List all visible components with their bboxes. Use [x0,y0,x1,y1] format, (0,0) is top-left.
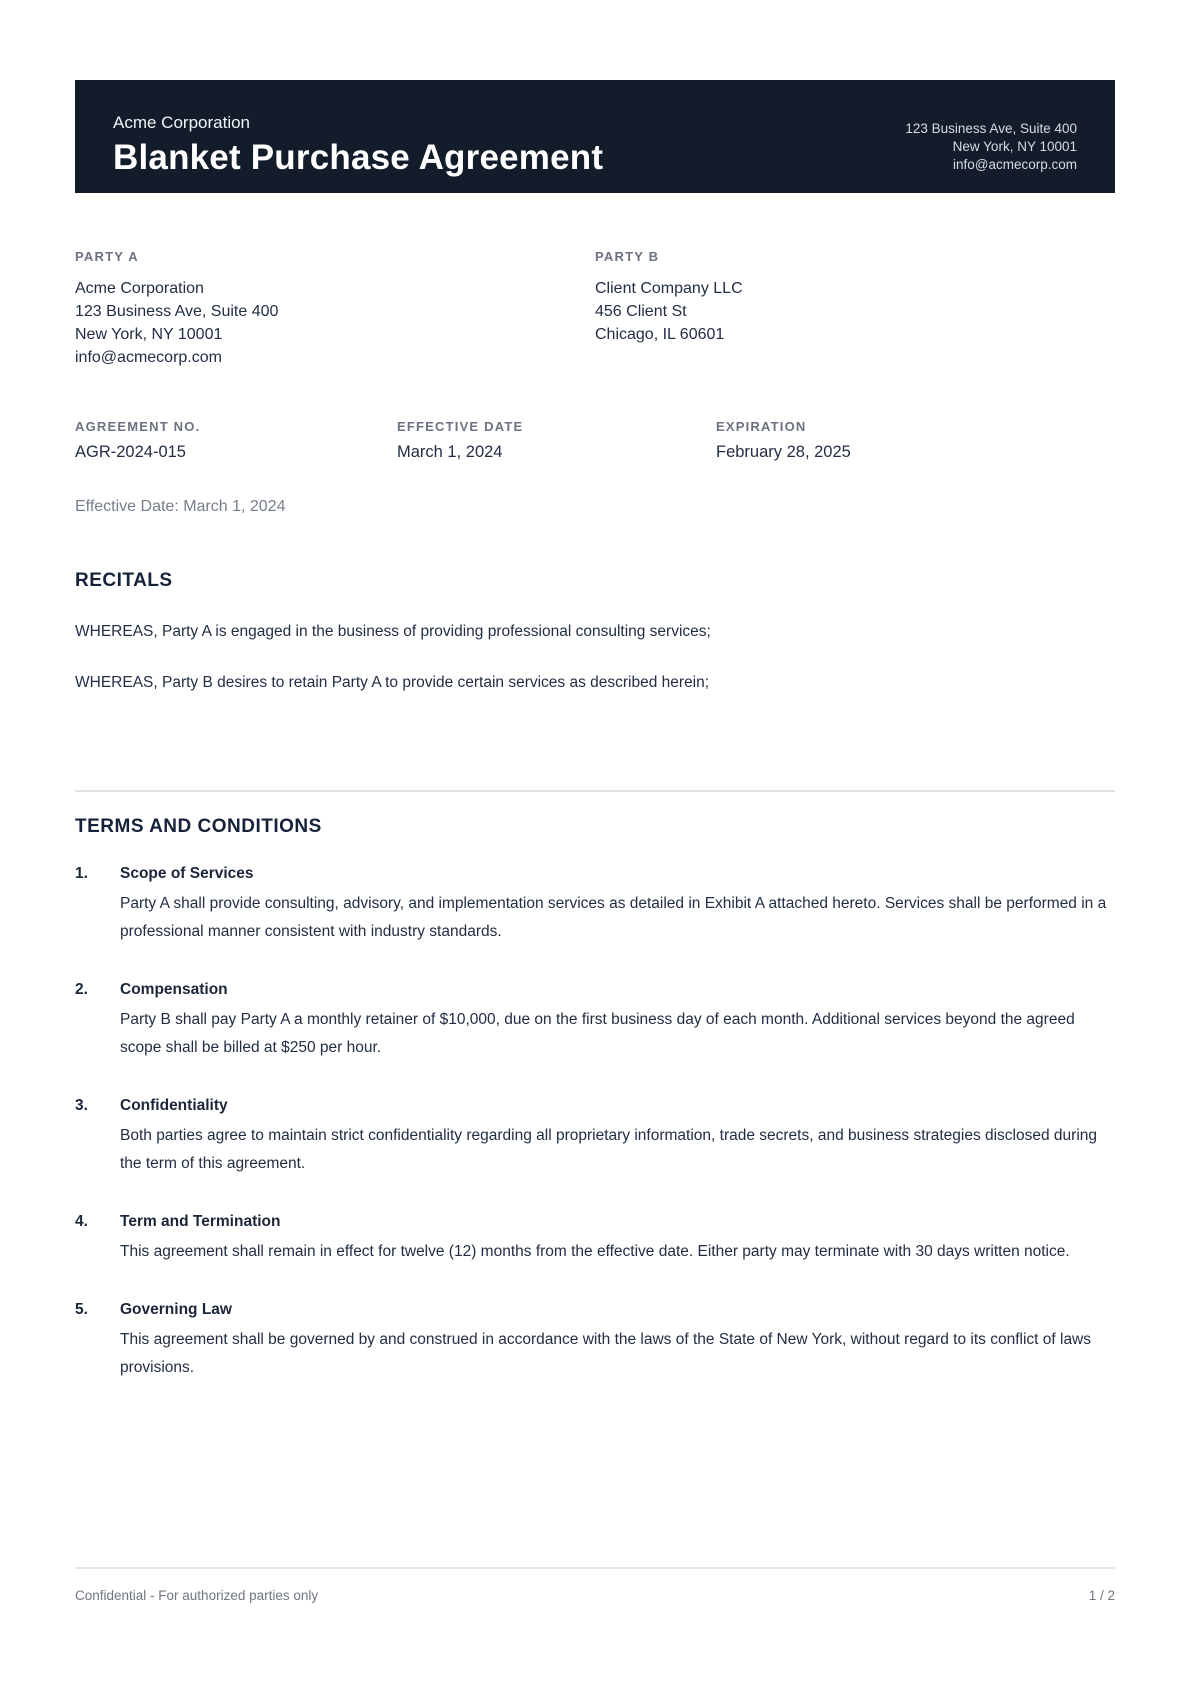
term-body: Party A shall provide consulting, advisory, and implementation services as detailed in Exhibit A attached hereto. Services shall be performed in a professional manner consistent with industry standards. [120,895,1107,940]
term-number: 1. [75,865,88,882]
term-body: Party B shall pay Party A a monthly retainer of $10,000, due on the first business day of each month. Additional services beyond the agreed scope shall be billed at $250 per hour. [120,1011,1075,1056]
term-body: This agreement shall be governed by and construed in accordance with the laws of the State of New York, without regard to its conflict of laws provisions. [120,1331,1092,1376]
term-content [120,1213,1115,1266]
parties-section [75,249,1115,369]
party-b-name: Client Company LLC [595,280,743,297]
term-content [120,1301,1115,1382]
terms-section [75,816,1115,1382]
agreement-number-label: AGREEMENT NO. [75,419,201,434]
expiration-field [716,419,1115,462]
party-a-block [75,249,595,369]
term-body: Both parties agree to maintain strict confidentiality regarding all proprietary information, trade secrets, and business strategies disclosed during the term of this agreement. [120,1127,1098,1172]
confidentiality-note: Confidential - For authorized parties only [75,1588,319,1603]
terms-heading: TERMS AND CONDITIONS [75,816,322,837]
term-number: 3. [75,1097,88,1114]
agreement-number-value: AGR-2024-015 [75,443,186,461]
agreement-details-section [75,419,1115,462]
recitals-section [75,570,1115,694]
term-title: Governing Law [120,1301,232,1318]
party-a-label: PARTY A [75,249,139,264]
term-number: 5. [75,1301,88,1318]
effective-date-value: March 1, 2024 [397,443,503,461]
term-item-scope-of-services [75,865,1115,946]
term-content [120,981,1115,1062]
party-a-email: info@acmecorp.com [75,349,222,366]
recital-paragraph: WHEREAS, Party B desires to retain Party A to provide certain services as described herein; [75,674,710,691]
address-line: info@acmecorp.com [953,157,1077,172]
term-title: Scope of Services [120,865,254,882]
address-line: 123 Business Ave, Suite 400 [905,121,1077,136]
term-item-confidentiality [75,1097,1115,1178]
company-name: Acme Corporation [113,113,251,132]
term-item-compensation [75,981,1115,1062]
page-number: 1 / 2 [1088,1588,1115,1603]
term-title: Confidentiality [120,1097,228,1114]
company-address [905,80,1077,193]
effective-date-field [397,419,716,462]
section-divider [75,790,1115,792]
party-a-address-line: 123 Business Ave, Suite 400 [75,303,279,320]
party-b-address-line: Chicago, IL 60601 [595,326,725,343]
document-header [75,80,1115,193]
term-item-term-and-termination [75,1213,1115,1266]
term-content [120,1097,1115,1178]
term-content [120,865,1115,946]
term-number: 4. [75,1213,88,1230]
party-a-address-line: New York, NY 10001 [75,326,223,343]
term-title: Term and Termination [120,1213,281,1230]
effective-date-label: EFFECTIVE DATE [397,419,524,434]
effective-date-note: Effective Date: March 1, 2024 [75,498,286,515]
party-a-name: Acme Corporation [75,280,204,297]
party-b-label: PARTY B [595,249,660,264]
term-body: This agreement shall remain in effect for twelve (12) months from the effective date. Either party may terminate with 30 days written notice. [120,1243,1070,1260]
page-footer [75,1567,1115,1603]
expiration-label: EXPIRATION [716,419,807,434]
party-b-block [595,249,1115,369]
agreement-number-field [75,419,397,462]
recital-paragraph: WHEREAS, Party A is engaged in the business of providing professional consulting services; [75,623,711,640]
recitals-heading: RECITALS [75,570,173,591]
header-left [113,80,603,193]
address-line: New York, NY 10001 [952,139,1077,154]
party-b-address-line: 456 Client St [595,303,687,320]
term-title: Compensation [120,981,228,998]
term-item-governing-law [75,1301,1115,1382]
document-title: Blanket Purchase Agreement [113,138,604,177]
expiration-value: February 28, 2025 [716,443,851,461]
term-number: 2. [75,981,88,998]
